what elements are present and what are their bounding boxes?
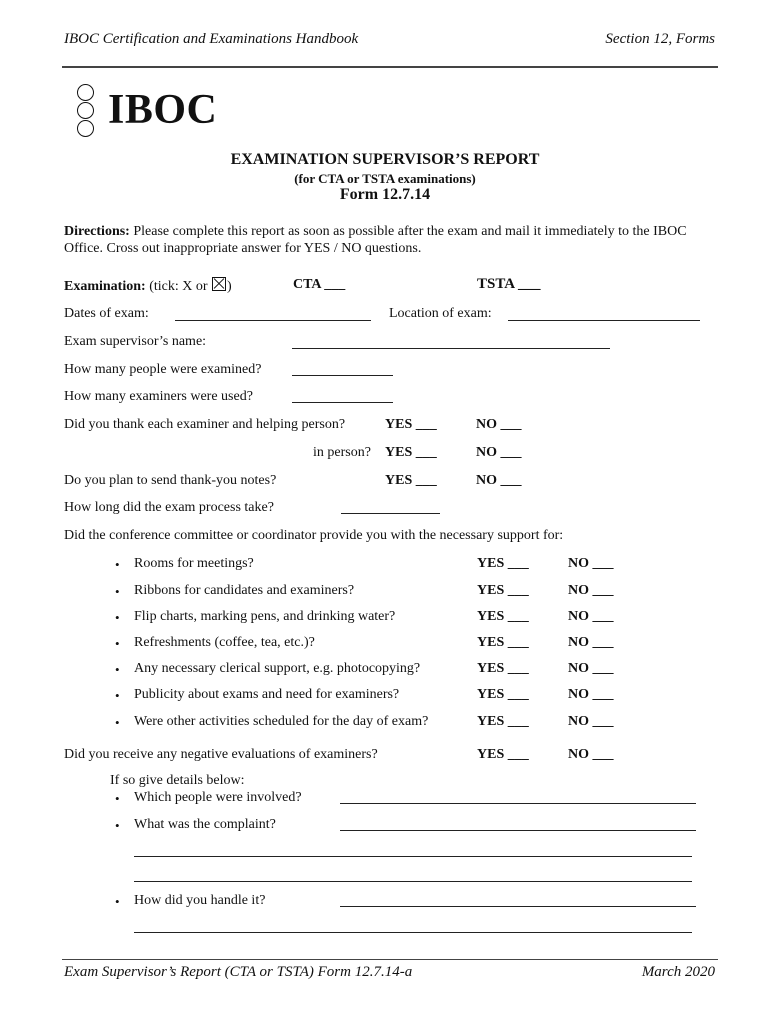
directions-label: Directions: [64, 224, 130, 239]
people-field[interactable] [292, 375, 393, 376]
support-item-label: Publicity about exams and need for examiners? [134, 687, 400, 702]
examination-label: Examination: [64, 279, 146, 294]
complaint-field[interactable] [340, 830, 696, 831]
support-item-yes[interactable]: YES ___ [477, 661, 529, 676]
support-item-no[interactable]: NO ___ [568, 583, 614, 598]
bullet: • [115, 610, 120, 625]
support-item-yes[interactable]: YES ___ [477, 583, 529, 598]
bullet: • [115, 662, 120, 677]
who-field[interactable] [340, 803, 696, 804]
bullet: • [115, 715, 120, 730]
notes-no[interactable]: NO ___ [476, 473, 522, 488]
location-field[interactable] [508, 320, 700, 321]
support-item-label: Were other activities scheduled for the day of exam? [134, 714, 429, 729]
cta-option[interactable]: CTA ___ [293, 277, 346, 292]
iboc-logo-icon [76, 84, 96, 140]
dates-field[interactable] [175, 320, 371, 321]
bullet: • [115, 584, 120, 599]
notes-yes[interactable]: YES ___ [385, 473, 437, 488]
support-item-yes[interactable]: YES ___ [477, 609, 529, 624]
bullet: • [115, 636, 120, 651]
support-item-no[interactable]: NO ___ [568, 609, 614, 624]
people-label: How many people were examined? [64, 362, 262, 377]
in-person-no[interactable]: NO ___ [476, 445, 522, 460]
bullet: • [115, 688, 120, 703]
examination-row: Examination: (tick: X or ) [64, 279, 232, 294]
bullet: • [115, 818, 120, 833]
support-item-no[interactable]: NO ___ [568, 635, 614, 650]
page-title: EXAMINATION SUPERVISOR’S REPORT [230, 151, 540, 168]
thank-label: Did you thank each examiner and helping person? [64, 417, 346, 432]
how-long-field[interactable] [341, 513, 440, 514]
location-label: Location of exam: [389, 306, 492, 321]
support-item-label: Refreshments (coffee, tea, etc.)? [134, 635, 315, 650]
negative-no[interactable]: NO ___ [568, 747, 614, 762]
support-item-no[interactable]: NO ___ [568, 556, 614, 571]
who-label: Which people were involved? [134, 790, 302, 805]
support-item-no[interactable]: NO ___ [568, 687, 614, 702]
header-divider [62, 66, 718, 68]
negative-question: Did you receive any negative evaluations of examiners? [64, 747, 378, 762]
support-item-yes[interactable]: YES ___ [477, 635, 529, 650]
header-section: Section 12, Forms [605, 31, 715, 47]
support-item-label: Rooms for meetings? [134, 556, 254, 571]
support-item-yes[interactable]: YES ___ [477, 714, 529, 729]
page-subtitle: (for CTA or TSTA examinations) [294, 171, 476, 186]
footer-date: March 2020 [641, 964, 715, 980]
form-number: Form 12.7.14 [339, 186, 431, 203]
handle-field[interactable] [340, 906, 696, 907]
handle-label: How did you handle it? [134, 893, 266, 908]
examiners-label: How many examiners were used? [64, 389, 253, 404]
checked-box-icon [212, 277, 226, 291]
in-person-yes[interactable]: YES ___ [385, 445, 437, 460]
support-question: Did the conference committee or coordinator provide you with the necessary support for: [64, 528, 564, 543]
support-item-no[interactable]: NO ___ [568, 714, 614, 729]
bullet: • [115, 791, 120, 806]
examiners-field[interactable] [292, 402, 393, 403]
support-item-label: Flip charts, marking pens, and drinking water? [134, 609, 396, 624]
bullet: • [115, 557, 120, 572]
in-person-label: in person? [313, 445, 371, 460]
header-title: IBOC Certification and Examinations Handbook [64, 31, 359, 47]
supervisor-field[interactable] [292, 348, 610, 349]
dates-label: Dates of exam: [64, 306, 149, 321]
support-item-no[interactable]: NO ___ [568, 661, 614, 676]
support-item-label: Any necessary clerical support, e.g. photocopying? [134, 661, 421, 676]
if-so-label: If so give details below: [110, 773, 245, 788]
support-item-label: Ribbons for candidates and examiners? [134, 583, 355, 598]
logo-text: IBOC [108, 87, 218, 133]
footer-divider [62, 959, 718, 960]
notes-label: Do you plan to send thank-you notes? [64, 473, 277, 488]
support-item-yes[interactable]: YES ___ [477, 687, 529, 702]
complaint-field-line-2[interactable] [134, 856, 692, 857]
bullet: • [115, 894, 120, 909]
how-long-label: How long did the exam process take? [64, 500, 274, 515]
negative-yes[interactable]: YES ___ [477, 747, 529, 762]
handle-field-line-2[interactable] [134, 932, 692, 933]
tsta-option[interactable]: TSTA ___ [477, 276, 541, 292]
directions-text: Please complete this report as soon as possible after the exam and mail it immediately to the IBOC Office. Cross out inappropriate answer for YES / NO questions. [64, 224, 687, 256]
footer-form-label: Exam Supervisor’s Report (CTA or TSTA) Form 12.7.14-a [64, 964, 413, 980]
complaint-field-line-3[interactable] [134, 881, 692, 882]
supervisor-label: Exam supervisor’s name: [64, 334, 207, 349]
complaint-label: What was the complaint? [134, 817, 276, 832]
support-item-yes[interactable]: YES ___ [477, 556, 529, 571]
directions [64, 223, 724, 257]
thank-no[interactable]: NO ___ [476, 417, 522, 432]
thank-yes[interactable]: YES ___ [385, 417, 437, 432]
